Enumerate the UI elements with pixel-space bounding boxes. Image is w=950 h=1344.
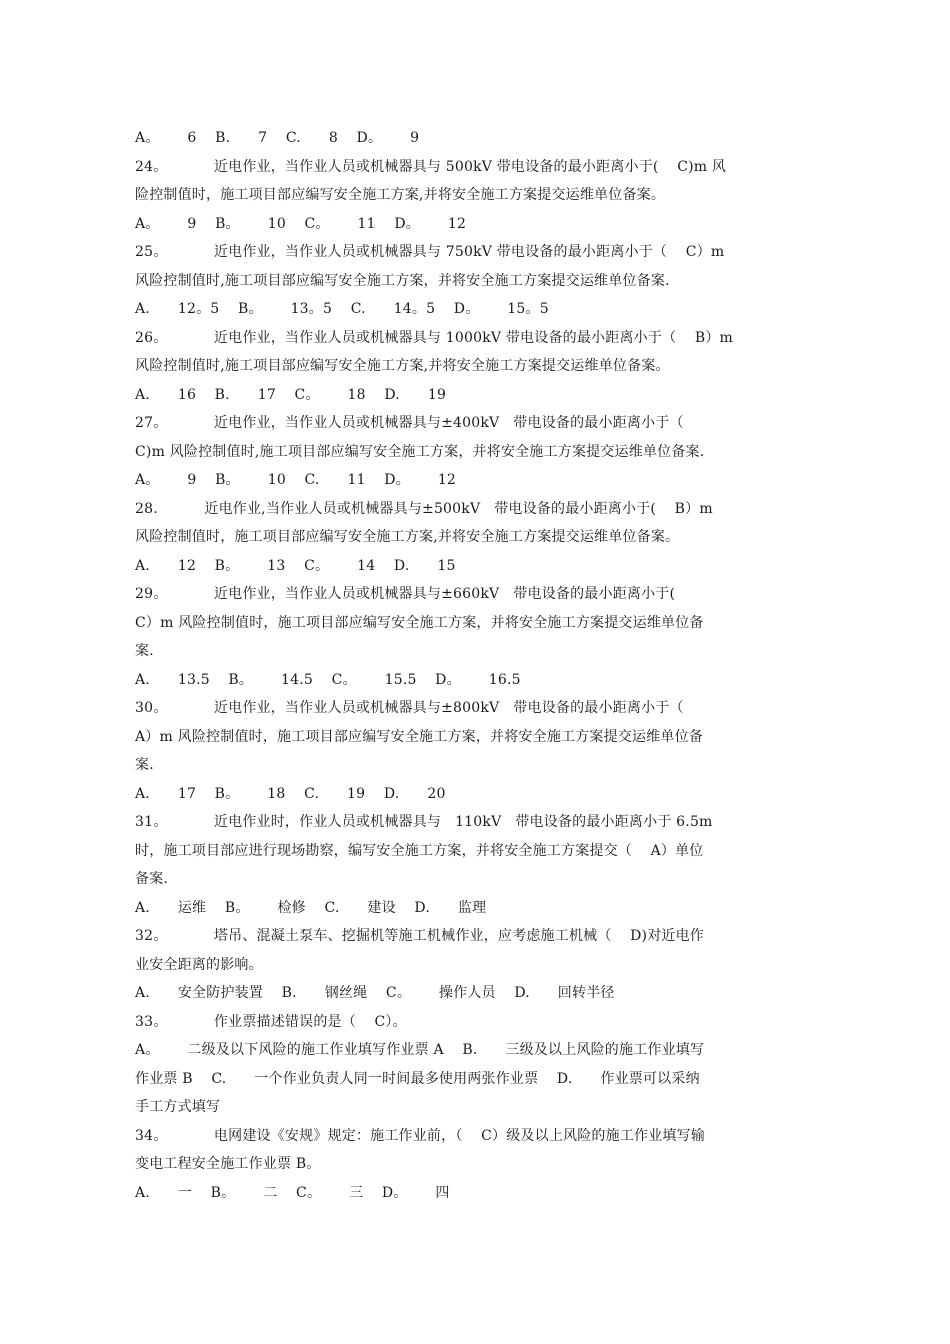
text-line: 备案. (135, 871, 169, 887)
text-line: 风险控制值时，施工项目部应编写安全施工方案,并将安全施工方案提交运维单位备案。 (135, 529, 680, 545)
text-line: A）m 风险控制值时，施工项目部应编写安全施工方案，并将安全施工方案提交运维单位备 (135, 728, 704, 745)
text-line: A。 9 B。 10 C. 11 D。 12 (135, 472, 457, 488)
text-line: 24。 近电作业，当作业人员或机械器具与 500kV 带电设备的最小距离小于( C)m 风 (135, 158, 727, 175)
text-line: C)m 风险控制值时,施工项目部应编写安全施工方案，并将安全施工方案提交运维单位备案. (135, 443, 705, 460)
text-line: 业安全距离的影响。 (135, 956, 263, 973)
text-line: 28. 近电作业,当作业人员或机械器具与±500kV 带电设备的最小距离小于( B）m (135, 500, 713, 517)
text-line: 案. (135, 757, 154, 773)
text-line: 33。 作业票描述错误的是（ C）。 (135, 1013, 407, 1030)
text-line: 风险控制值时,施工项目部应编写安全施工方案，并将安全施工方案提交运维单位备案. (135, 272, 670, 289)
text-line: 30。 近电作业，当作业人员或机械器具与±800kV 带电设备的最小距离小于（ (135, 700, 684, 716)
text-line: 25。 近电作业，当作业人员或机械器具与 750kV 带电设备的最小距离小于（ C）m (135, 244, 725, 260)
text-line: A. 一 B。 二 C。 三 D。 四 (135, 1184, 450, 1201)
text-line: A。 二级及以下风险的施工作业填写作业票 A B. 三级及以上风险的施工作业填写 (135, 1042, 705, 1058)
text-line: 险控制值时，施工项目部应编写安全施工方案,并将安全施工方案提交运维单位备案。 (135, 187, 666, 203)
text-line: 案. (135, 643, 154, 659)
text-line: 风险控制值时,施工项目部应编写安全施工方案,并将安全施工方案提交运维单位备案。 (135, 358, 670, 374)
text-line: A. 12 B。 13 C。 14 D. 15 (135, 557, 456, 574)
text-line: A. 16 B. 17 C。 18 D. 19 (135, 386, 447, 403)
text-line: 34。 电网建设《安规》规定：施工作业前，（ C）级及以上风险的施工作业填写输 (135, 1127, 706, 1144)
text-line: 32。 塔吊、混凝土泵车、挖掘机等施工机械作业，应考虑施工机械（ D)对近电作 (135, 928, 705, 944)
text-line: 26。 近电作业，当作业人员或机械器具与 1000kV 带电设备的最小距离小于（ B）m (135, 329, 734, 346)
text-line: 29。 近电作业，当作业人员或机械器具与±660kV 带电设备的最小距离小于( (135, 586, 676, 602)
text-line: A. 安全防护装置 B. 钢丝绳 C。 操作人员 D. 回转半径 (135, 985, 615, 1001)
text-line: 变电工程安全施工作业票 B。 (135, 1156, 321, 1172)
text-line: 时，施工项目部应进行现场勘察，编写安全施工方案，并将安全施工方案提交（ A）单位 (135, 842, 704, 859)
document-body (135, 124, 815, 1207)
text-line: A。 6 B. 7 C. 8 D。 9 (135, 130, 420, 146)
text-line: A. 13.5 B。 14.5 C。 15.5 D。 16.5 (135, 671, 521, 688)
text-line: 作业票 B C. 一个作业负责人同一时间最多使用两张作业票 D. 作业票可以采纳 (135, 1070, 700, 1087)
text-line: A. 17 B。 18 C. 19 D. 20 (135, 785, 446, 802)
text-line: 手工方式填写 (135, 1099, 221, 1115)
text-line: A. 运维 B。 检修 C. 建设 D. 监理 (135, 899, 487, 916)
text-line: 27。 近电作业，当作业人员或机械器具与±400kV 带电设备的最小距离小于（ (135, 415, 684, 431)
text-line: A。 9 B。 10 C。 11 D。 12 (135, 215, 467, 232)
text-line: A. 12。5 B。 13。5 C. 14。5 D。 15。5 (135, 301, 549, 317)
text-line: 31。 近电作业时，作业人员或机械器具与 110kV 带电设备的最小距离小于 6.5m (135, 814, 713, 830)
text-line: C）m 风险控制值时，施工项目部应编写安全施工方案，并将安全施工方案提交运维单位备 (135, 614, 704, 631)
